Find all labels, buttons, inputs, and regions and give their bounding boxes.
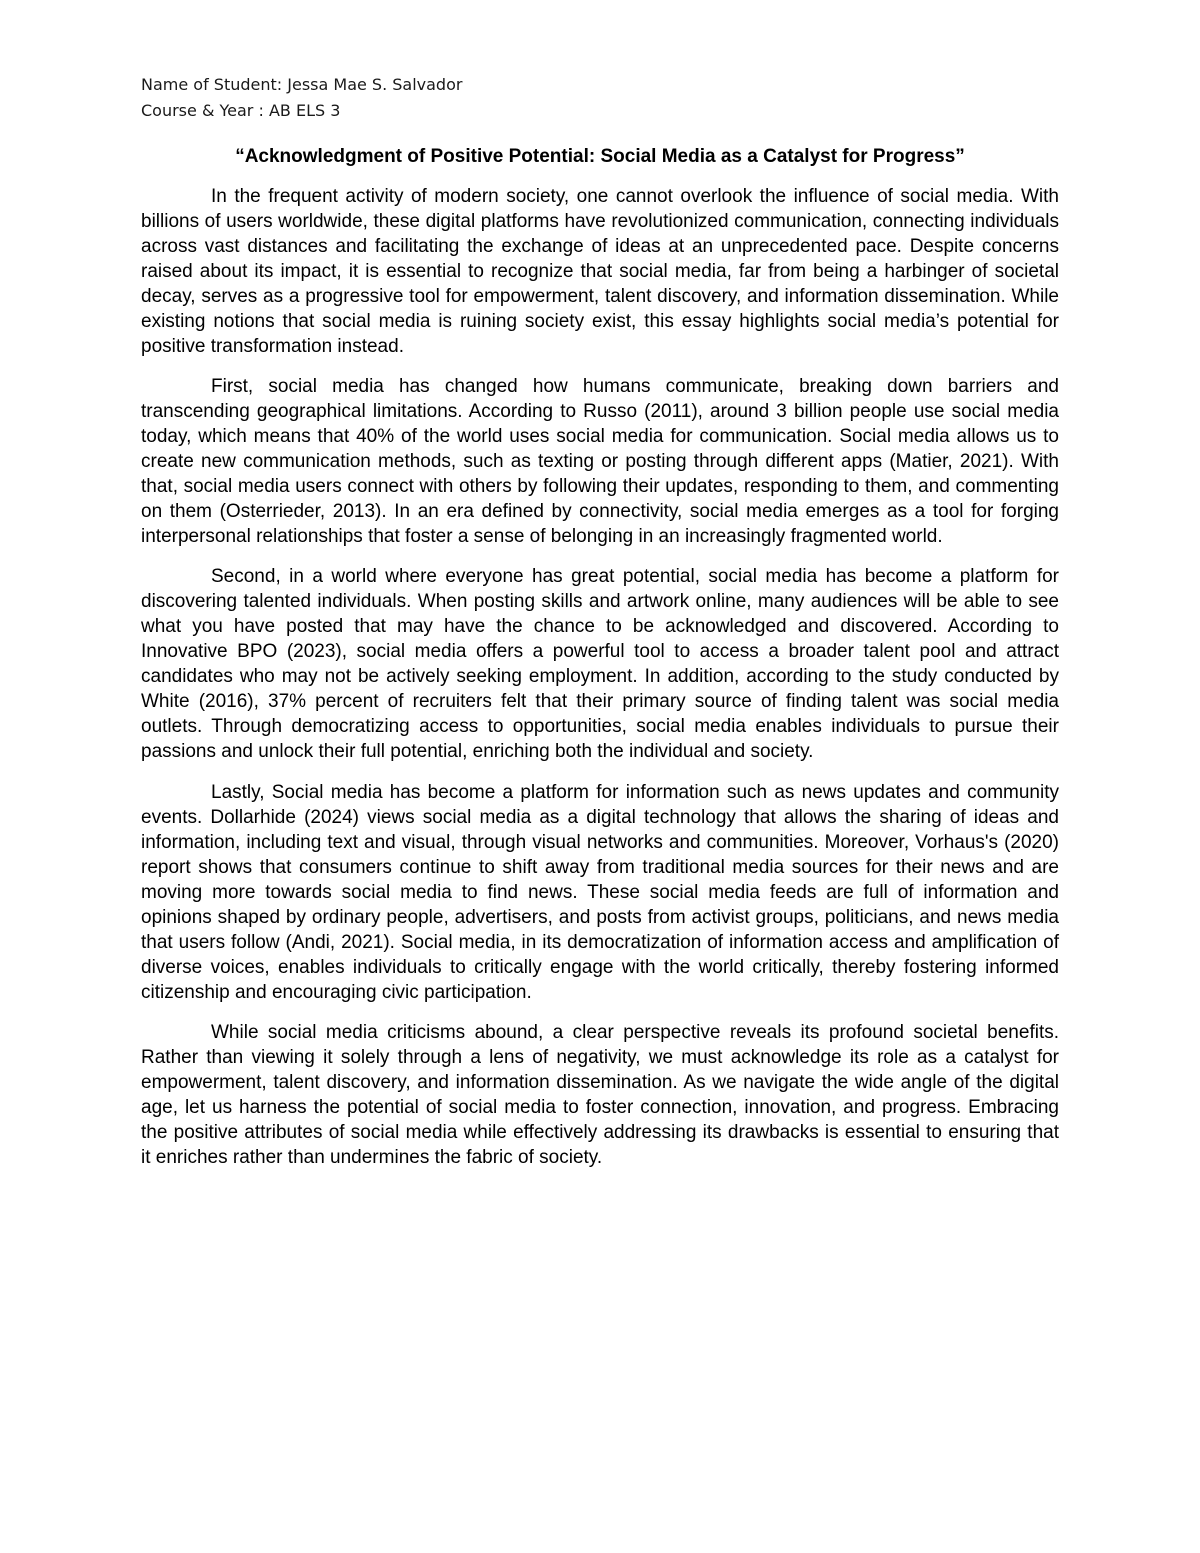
student-info-header xyxy=(141,72,462,124)
course-year-line: Course & Year : AB ELS 3 xyxy=(141,101,341,120)
paragraph-communication: First, social media has changed how humans communicate, breaking down barriers and transcending geographical limitations. According to Russo (2011), around 3 billion people use social media today, which means that 40% of the world uses social media for communication. Social media allows us to create new communication methods, such as texting or posting through different apps (Matier, 2021). With that, social media users connect with others by following their updates, responding to them, and commenting on them (Osterrieder, 2013). In an era defined by connectivity, social media emerges as a tool for forging interpersonal relationships that foster a sense of belonging in an increasingly fragmented world. xyxy=(141,376,1059,548)
paragraph-talent-discovery: Second, in a world where everyone has great potential, social media has become a platform for discovering talented individuals. When posting skills and artwork online, many audiences will be able to see what you have posted that may have the chance to be acknowledged and discovered. According to Innovative BPO (2023), social media offers a powerful tool to access a broader talent pool and attract candidates who may not be actively seeking employment. In addition, according to the study conducted by White (2016), 37% percent of recruiters felt that their primary source of finding talent was social media outlets. Through democratizing access to opportunities, social media enables individuals to pursue their passions and unlock their full potential, enriching both the individual and society. xyxy=(141,566,1059,763)
essay-title: “Acknowledgment of Positive Potential: Social Media as a Catalyst for Progress” xyxy=(235,146,965,167)
student-name-line: Name of Student: Jessa Mae S. Salvador xyxy=(141,75,463,94)
paragraph-conclusion: While social media criticisms abound, a clear perspective reveals its profound societal benefits. Rather than viewing it solely through a lens of negativity, we must acknowledge its role as a catalyst for empowerment, talent discovery, and information dissemination. As we navigate the wide angle of the digital age, let us harness the potential of social media to foster connection, innovation, and progress. Embracing the positive attributes of social media while effectively addressing its drawbacks is essential to ensuring that it enriches rather than undermines the fabric of society. xyxy=(141,1021,1059,1168)
paragraph-introduction: In the frequent activity of modern society, one cannot overlook the influence of social media. With billions of users worldwide, these digital platforms have revolutionized communication, connecting individuals across vast distances and facilitating the exchange of ideas at an unprecedented pace. Despite concerns raised about its impact, it is essential to recognize that social media, far from being a harbinger of societal decay, serves as a progressive tool for empowerment, talent discovery, and information dissemination. While existing notions that social media is ruining society exist, this essay highlights social media’s potential for positive transformation instead. xyxy=(141,186,1059,357)
essay-body xyxy=(141,184,1059,1185)
paragraph-information: Lastly, Social media has become a platform for information such as news updates and community events. Dollarhide (2024) views social media as a digital technology that allows the sharing of ideas and information, including text and visual, through visual networks and communities. Moreover, Vorhaus's (2020) report shows that consumers continue to shift away from traditional media sources for their news and are moving more towards social media to find news. These social media feeds are full of information and opinions shaped by ordinary people, advertisers, and posts from activist groups, politicians, and news media that users follow (Andi, 2021). Social media, in its democratization of information access and amplification of diverse voices, enables individuals to critically engage with the world critically, thereby fostering informed citizenship and encouraging civic participation. xyxy=(141,781,1059,1003)
